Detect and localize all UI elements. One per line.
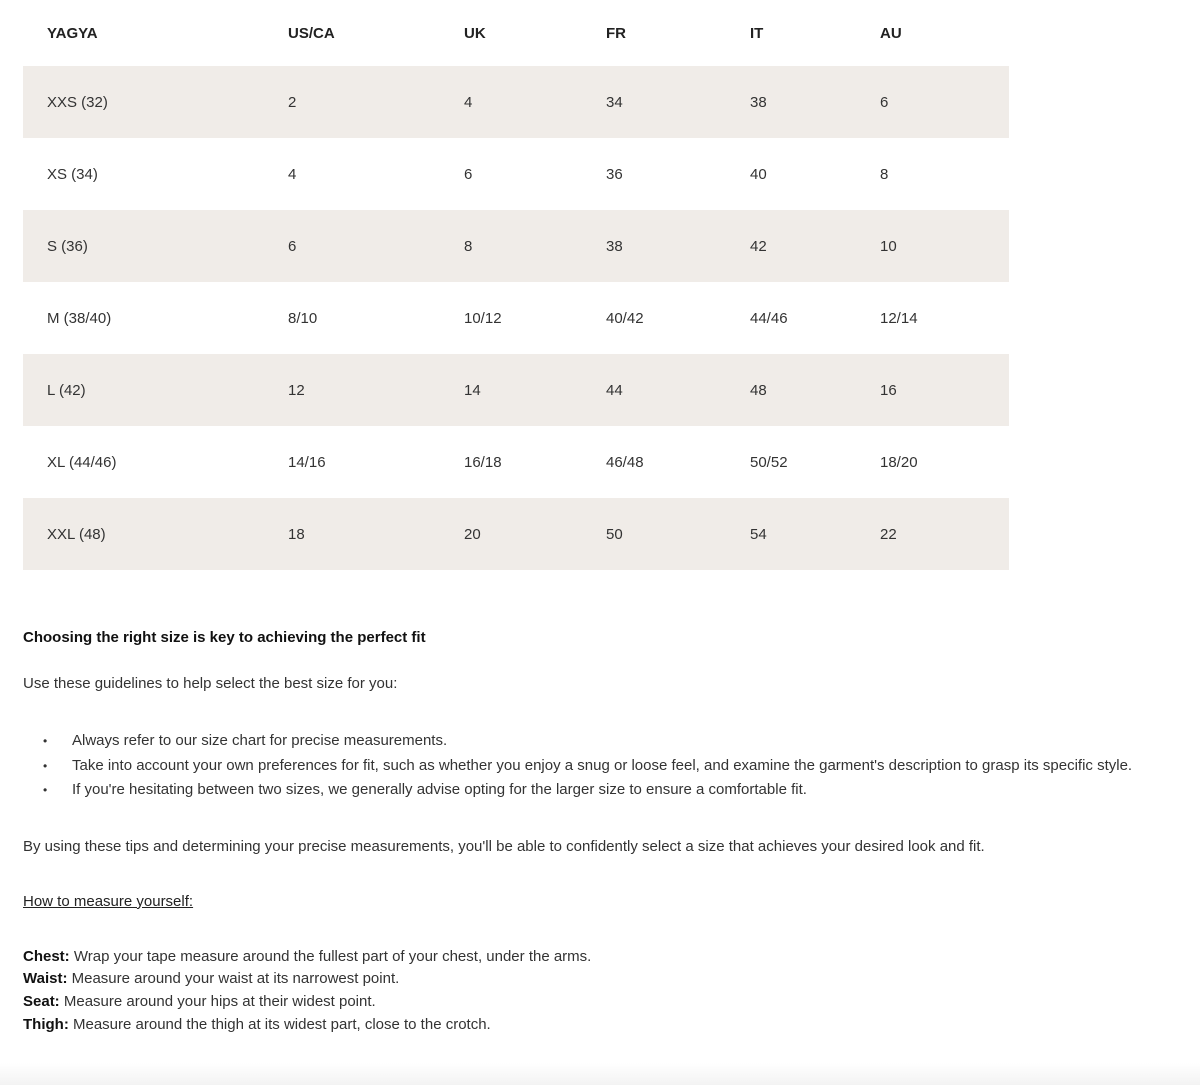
- table-cell: XL (44/46): [47, 453, 117, 471]
- measure-label: Waist:: [23, 970, 68, 988]
- table-cell: XXL (48): [23, 498, 288, 570]
- table-cell: 4: [464, 66, 606, 138]
- measure-chest: [23, 946, 1143, 969]
- table-row: [23, 354, 1009, 426]
- column-header: IT: [750, 24, 764, 42]
- table-cell: 36: [606, 165, 623, 183]
- table-cell: 42: [750, 210, 880, 282]
- table-cell: 40: [750, 165, 767, 183]
- tip-text: If you're hesitating between two sizes, we generally advise opting for the larger size to ensure a comfortable fit.: [72, 781, 807, 798]
- table-cell: M (38/40): [47, 309, 112, 327]
- table-cell: 18: [288, 498, 464, 570]
- table-cell: 12/14: [880, 309, 918, 327]
- table-cell: XXS (32): [23, 66, 288, 138]
- table-cell: 10/12: [464, 309, 502, 327]
- table-cell: 2: [288, 66, 464, 138]
- table-cell: 40/42: [606, 309, 644, 327]
- table-row: [23, 498, 1009, 570]
- table-row: [23, 282, 1009, 354]
- table-cell: 50: [606, 498, 750, 570]
- measure-label: Chest:: [23, 947, 70, 965]
- table-cell: 22: [880, 498, 1009, 570]
- table-cell: 50/52: [750, 453, 788, 471]
- size-chart-table: [23, 0, 1009, 570]
- table-row: [23, 138, 1009, 210]
- measure-text: Measure around the thigh at its widest part, close to the crotch.: [68, 1015, 491, 1033]
- column-header: AU: [880, 24, 902, 42]
- table-cell: XS (34): [47, 165, 98, 183]
- table-header-row: [23, 0, 1009, 66]
- table-cell: 38: [750, 66, 880, 138]
- bullet-icon: •: [43, 734, 48, 748]
- list-item: [43, 754, 1143, 779]
- table-cell: 6: [880, 66, 1009, 138]
- table-cell: 38: [606, 210, 750, 282]
- guide-intro: Use these guidelines to help select the best size for you:: [23, 675, 398, 692]
- column-header: UK: [464, 24, 486, 42]
- measure-label: Thigh:: [23, 1015, 69, 1033]
- table-row: [23, 426, 1009, 498]
- measure-seat: [23, 991, 1143, 1014]
- table-cell: 48: [750, 354, 880, 426]
- tips-list: [23, 729, 1143, 803]
- table-cell: L (42): [23, 354, 288, 426]
- measurement-instructions: [23, 946, 1143, 1037]
- table-row: [23, 66, 1009, 138]
- table-cell: 6: [464, 165, 473, 183]
- bottom-fade: [0, 1063, 1200, 1085]
- measure-waist: [23, 968, 1143, 991]
- table-cell: 14: [464, 354, 606, 426]
- table-cell: 14/16: [288, 453, 326, 471]
- guide-heading: Choosing the right size is key to achieving the perfect fit: [23, 629, 426, 646]
- table-cell: 54: [750, 498, 880, 570]
- how-to-measure-link[interactable]: How to measure yourself:: [23, 892, 194, 910]
- list-item: [43, 778, 1143, 803]
- table-cell: 6: [288, 210, 464, 282]
- measure-text: Wrap your tape measure around the fullest part of your chest, under the arms.: [69, 947, 592, 965]
- table-row: [23, 210, 1009, 282]
- table-cell: 8: [464, 210, 606, 282]
- column-header: US/CA: [288, 24, 335, 42]
- table-cell: 44: [606, 354, 750, 426]
- table-cell: 10: [880, 210, 1009, 282]
- table-cell: 4: [288, 165, 297, 183]
- table-cell: 34: [606, 66, 750, 138]
- measure-text: Measure around your waist at its narrowest point.: [67, 970, 400, 988]
- table-cell: 18/20: [880, 453, 918, 471]
- table-cell: 16: [880, 354, 1009, 426]
- table-cell: 44/46: [750, 309, 788, 327]
- measure-text: Measure around your hips at their widest point.: [59, 992, 376, 1010]
- table-cell: S (36): [23, 210, 288, 282]
- measure-label: Seat:: [23, 992, 60, 1010]
- size-guide-section: [23, 627, 1143, 1036]
- tip-text: Always refer to our size chart for precise measurements.: [72, 732, 448, 749]
- table-cell: 20: [464, 498, 606, 570]
- measure-thigh: [23, 1014, 1143, 1037]
- bullet-icon: •: [43, 783, 48, 797]
- list-item: [43, 729, 1143, 754]
- table-cell: 8/10: [288, 309, 318, 327]
- table-cell: 46/48: [606, 453, 644, 471]
- table-cell: 8: [880, 165, 889, 183]
- guide-summary: By using these tips and determining your precise measurements, you'll be able to confidently select a size that achieves your desired look and fit.: [23, 837, 985, 855]
- table-cell: 16/18: [464, 453, 502, 471]
- bullet-icon: •: [43, 758, 48, 773]
- column-header: YAGYA: [47, 24, 98, 42]
- table-cell: 12: [288, 354, 464, 426]
- tip-text: Take into account your own preferences for fit, such as whether you enjoy a snug or loose feel, and examine the garment's description to grasp its specific style.: [72, 756, 1133, 774]
- column-header: FR: [606, 24, 626, 42]
